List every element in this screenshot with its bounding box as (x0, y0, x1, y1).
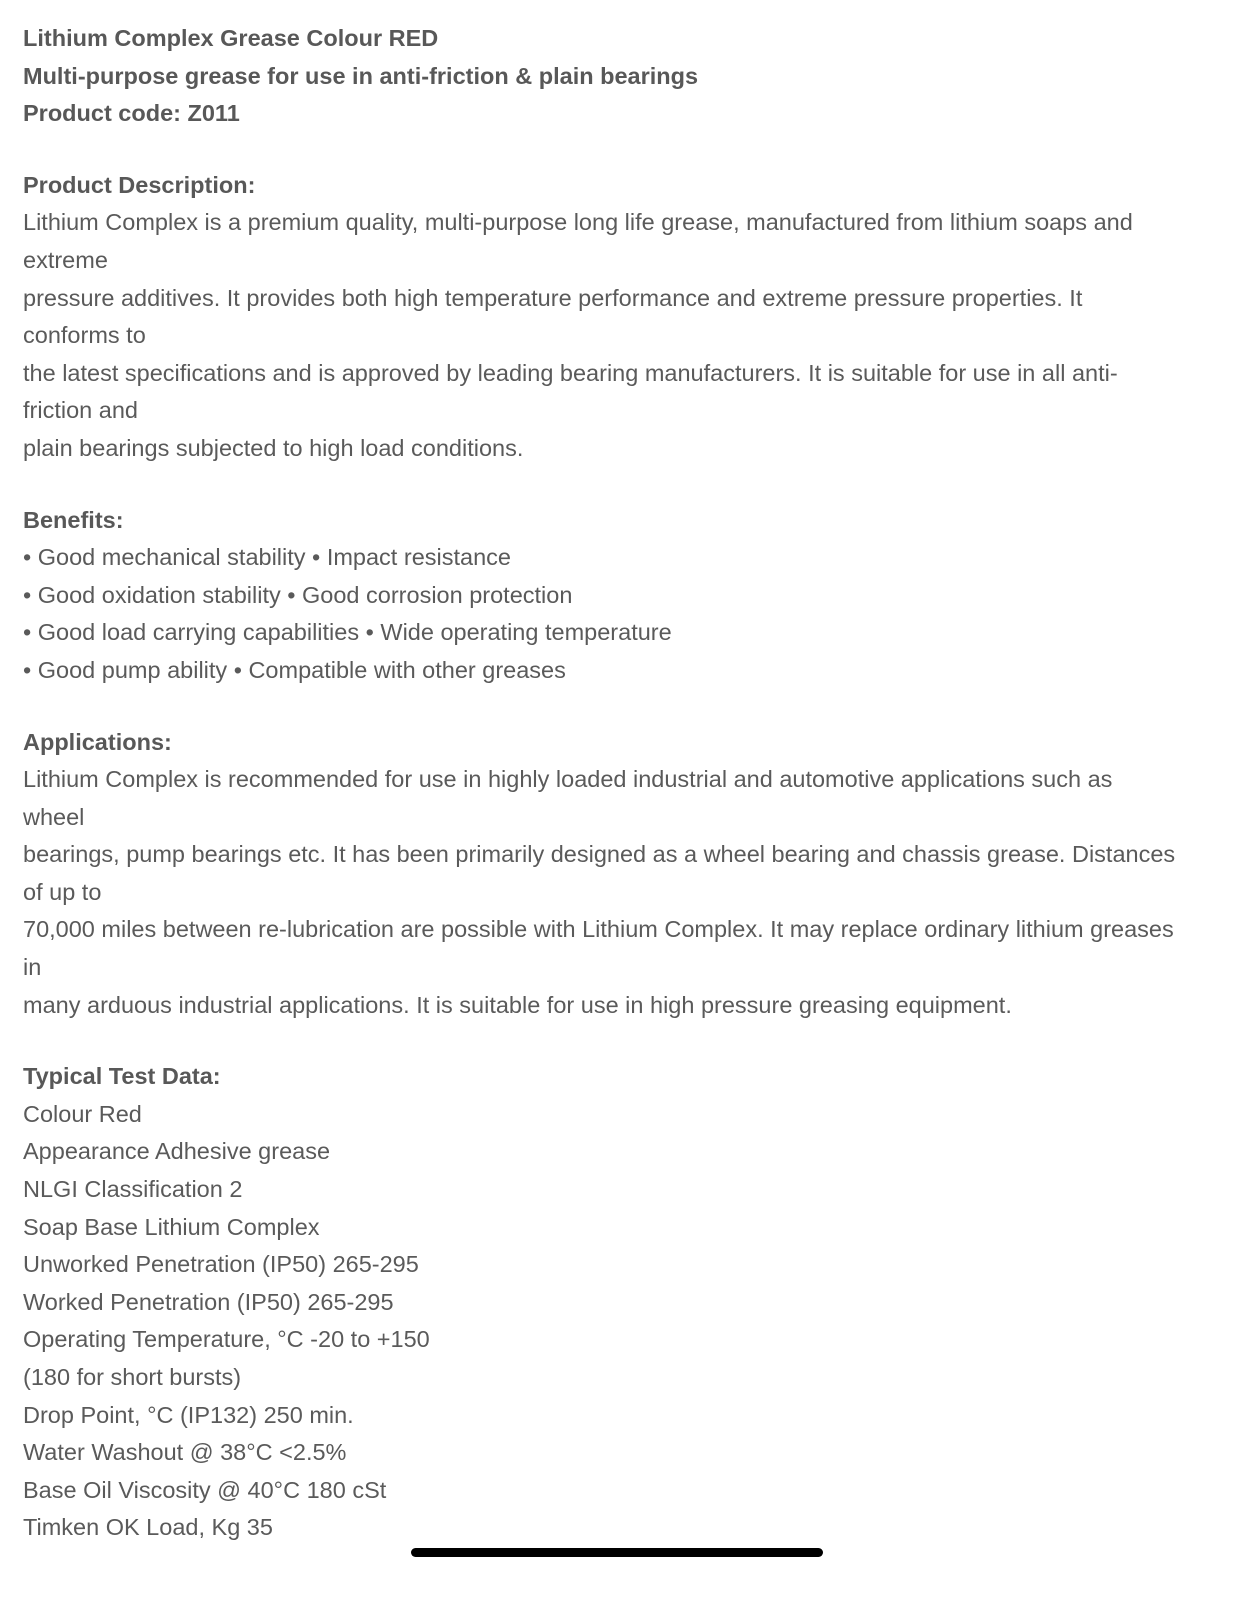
product-code: Product code: Z011 (23, 100, 240, 127)
benefit-item: • Good load carrying capabilities • Wide operating temperature (23, 619, 672, 646)
description-line: conforms to (23, 322, 146, 349)
applications-section (23, 724, 1233, 1025)
section-spacer (23, 468, 1233, 502)
section-spacer (23, 133, 1233, 167)
test-data-row: Drop Point, °C (IP132) 250 min. (23, 1401, 354, 1428)
description-line: the latest specifications and is approved by leading bearing manufacturers. It is suitable for use in all anti- (23, 359, 1118, 386)
test-data-row: Unworked Penetration (IP50) 265-295 (23, 1251, 419, 1278)
section-spacer (23, 690, 1233, 724)
header-block (23, 20, 1233, 133)
product-title: Lithium Complex Grease Colour RED (23, 25, 439, 51)
description-line: pressure additives. It provides both high temperature performance and extreme pressure properties. It (23, 284, 1083, 311)
document-body (23, 20, 1233, 1547)
description-line: extreme (23, 246, 108, 273)
description-line: friction and (23, 397, 138, 424)
test-data-row: Colour Red (23, 1100, 142, 1127)
description-line: plain bearings subjected to high load conditions. (23, 434, 524, 461)
test-data-row: Soap Base Lithium Complex (23, 1213, 320, 1240)
section-spacer (23, 1024, 1233, 1058)
test-data-heading: Typical Test Data: (23, 1063, 221, 1090)
applications-line: many arduous industrial applications. It is suitable for use in high pressure greasing equipment. (23, 991, 1012, 1018)
benefits-section (23, 502, 1233, 690)
applications-line: 70,000 miles between re-lubrication are possible with Lithium Complex. It may replace ordinary lithium greases (23, 916, 1174, 943)
benefit-item: • Good oxidation stability • Good corrosion protection (23, 581, 573, 608)
applications-line: wheel (23, 803, 85, 830)
benefits-heading: Benefits: (23, 506, 124, 533)
test-data-row: Appearance Adhesive grease (23, 1138, 331, 1165)
applications-heading: Applications: (23, 728, 172, 755)
benefit-item: • Good pump ability • Compatible with other greases (23, 656, 566, 683)
test-data-row: Water Washout @ 38°C <2.5% (23, 1439, 347, 1466)
applications-line: of up to (23, 878, 102, 905)
home-indicator-bar[interactable] (411, 1548, 823, 1557)
test-data-row: (180 for short bursts) (23, 1364, 242, 1390)
test-data-row: NLGI Classification 2 (23, 1176, 243, 1203)
applications-line: bearings, pump bearings etc. It has been primarily designed as a wheel bearing and chassis grease. Distances (23, 841, 1176, 868)
benefit-item: • Good mechanical stability • Impact resistance (23, 544, 511, 571)
test-data-row: Operating Temperature, °C -20 to +150 (23, 1326, 430, 1353)
test-data-row: Base Oil Viscosity @ 40°C 180 cSt (23, 1476, 387, 1503)
applications-line: in (23, 954, 42, 981)
test-data-row: Worked Penetration (IP50) 265-295 (23, 1288, 394, 1315)
description-section (23, 167, 1233, 468)
product-subtitle: Multi-purpose grease for use in anti-friction & plain bearings (23, 62, 699, 89)
description-line: Lithium Complex is a premium quality, multi-purpose long life grease, manufactured from lithium soaps and (23, 209, 1133, 236)
test-data-row: Timken OK Load, Kg 35 (23, 1514, 273, 1541)
applications-line: Lithium Complex is recommended for use in highly loaded industrial and automotive applications such as (23, 766, 1113, 793)
test-data-section (23, 1058, 1233, 1547)
description-heading: Product Description: (23, 171, 256, 198)
